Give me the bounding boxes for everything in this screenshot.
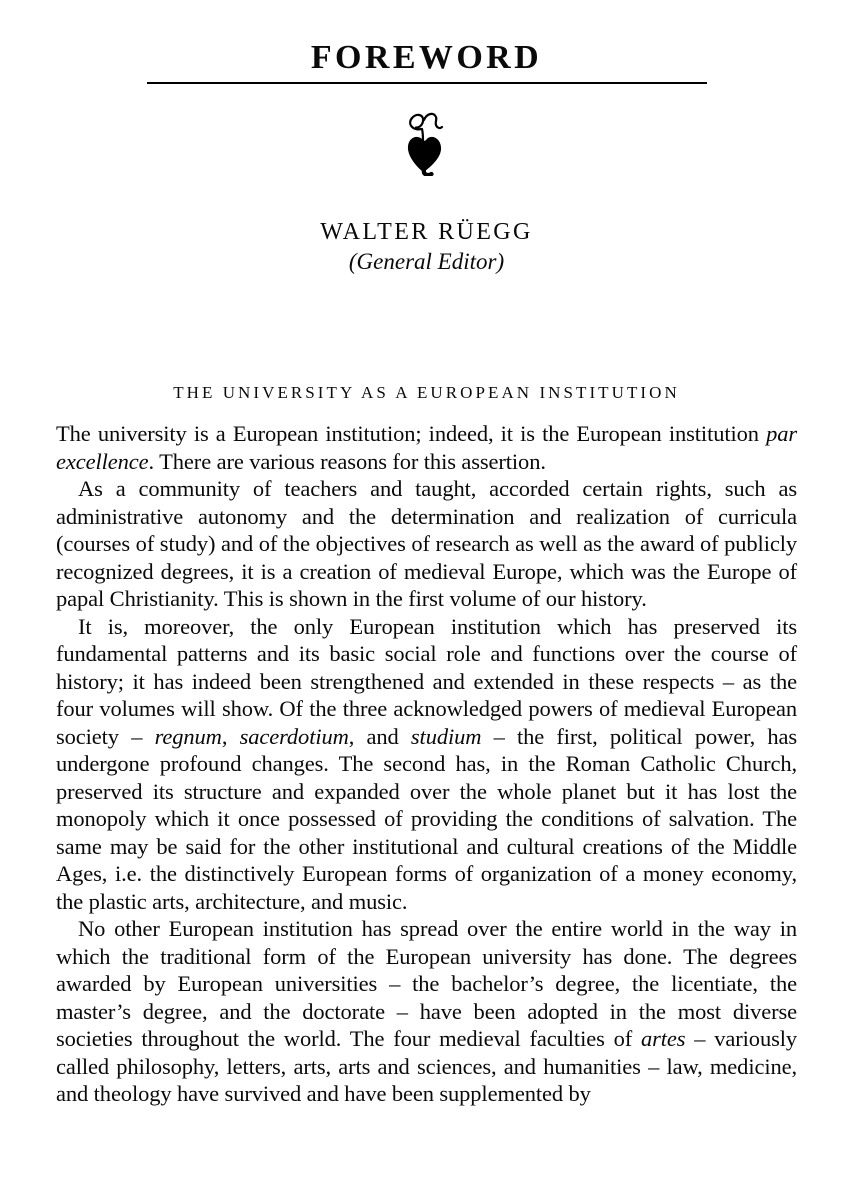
italic-run: sacerdotium [239, 723, 349, 749]
text-run: , and [348, 723, 411, 749]
paragraph [56, 613, 797, 916]
text-run: It is, moreover, the only European institution which has preserved its fundamental patterns and its basic social role and functions over the course of history; it has indeed been strengthened and extended in these respects – as the four volumes will show. Of the three acknowledged powers of medieval European society – [56, 613, 797, 749]
text-run: The university is a European institution; indeed, it is the European institution [56, 421, 767, 446]
author-block [56, 218, 797, 276]
hedera-fleuron-icon [405, 110, 449, 176]
author-name: WALTER RÜEGG [320, 219, 533, 245]
text-run: , [221, 723, 240, 749]
paragraph [56, 475, 797, 613]
text-run: No other European institution has spread over the entire world in the way in which the traditional form of the European university has done. The degrees awarded by European universities – the bachelor’s degree, the licentiate, the master’s degree, and the doctorate – have been adopted in the most diverse societies throughout the world. The four medieval faculties of [56, 916, 797, 1051]
italic-run: studium [410, 723, 482, 749]
body-text [56, 420, 797, 1108]
italic-run: par excellence [56, 421, 797, 474]
text-run: – the first, political power, has undergone profound changes. The second has, in the Roman Catholic Church, preserved its structure and expanded over the whole planet but it has lost the monopoly which it once possessed of providing the conditions of salvation. The same may be said for the other institutional and cultural creations of the Middle Ages, i.e. the distinctively European forms of organization of a money economy, the plastic arts, architecture, and music. [56, 723, 797, 914]
italic-run: regnum [154, 723, 222, 749]
text-run: – variously called philosophy, letters, arts, arts and sciences, and humanities – law, medicine, and theology have survived and have been supplemented by [56, 1026, 798, 1106]
paragraph [56, 915, 797, 1108]
section-heading: THE UNIVERSITY AS A EUROPEAN INSTITUTION [173, 383, 680, 402]
text-run: . There are various reasons for this assertion. [148, 448, 546, 474]
book-page [0, 40, 853, 1188]
page-title: FOREWORD [310, 39, 543, 76]
title-rule [147, 82, 707, 84]
text-run: As a community of teachers and taught, accorded certain rights, such as administrative autonomy and the determination and realization of curricula (courses of study) and of the objectives of research as well as the award of publicly recognized degrees, it is a creation of medieval Europe, which was the Europe of papal Christianity. This is shown in the first volume of our history. [56, 476, 797, 611]
paragraph [56, 420, 797, 475]
author-role: (General Editor) [348, 249, 505, 274]
italic-run: artes [640, 1026, 686, 1051]
